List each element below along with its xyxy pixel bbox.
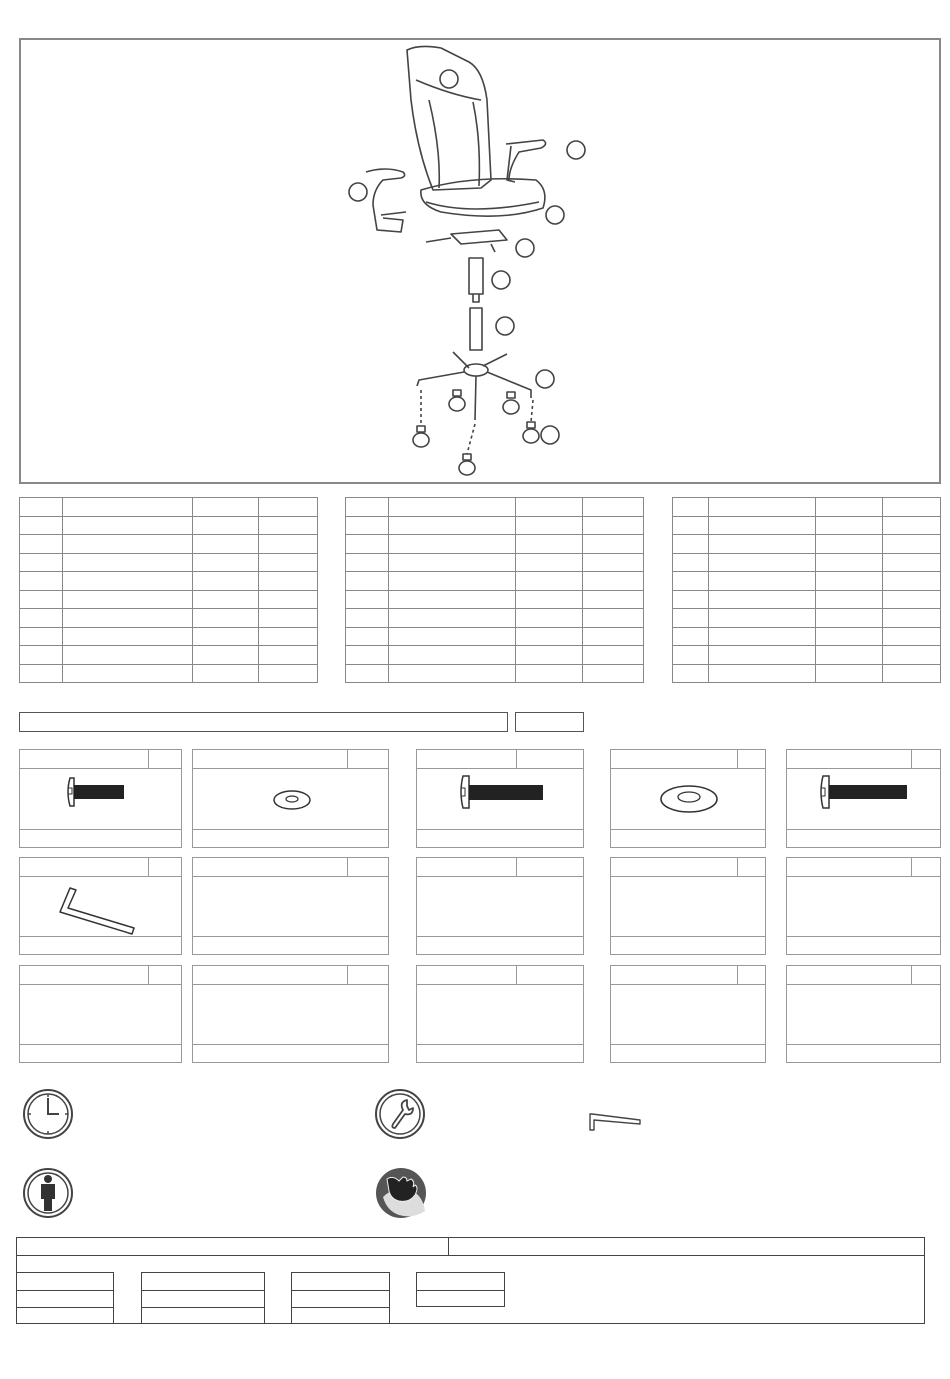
hardware-quantity-box <box>347 750 388 768</box>
bottom-info-row-line <box>142 1290 264 1291</box>
parts-table-cell <box>516 535 583 554</box>
parts-table-cell <box>259 535 318 554</box>
parts-table-row <box>673 627 941 646</box>
parts-table-cell <box>346 590 389 609</box>
parts-table-cell <box>816 664 883 683</box>
hardware-quantity-box <box>516 966 583 984</box>
hardware-cell-footer <box>417 1044 583 1062</box>
hardware-quantity-box <box>911 750 940 768</box>
parts-table-cell <box>346 535 389 554</box>
parts-table-cell <box>346 646 389 665</box>
bottom-info-block-4 <box>416 1272 505 1307</box>
parts-table-cell <box>673 627 709 646</box>
parts-table-cell <box>708 535 816 554</box>
parts-table-cell <box>673 572 709 591</box>
parts-table-row <box>673 664 941 683</box>
parts-table-cell <box>259 627 318 646</box>
parts-table-cell <box>388 516 516 535</box>
hardware-quantity-box <box>516 858 583 876</box>
parts-table-cell <box>259 590 318 609</box>
wrench-icon <box>373 1088 429 1140</box>
parts-table-cell <box>193 609 259 628</box>
hardware-section-code <box>515 712 584 732</box>
hardware-quantity-box <box>737 966 765 984</box>
parts-table-cell <box>583 590 644 609</box>
hardware-cell-footer <box>417 936 583 954</box>
hardware-quantity-box <box>148 750 181 768</box>
hardware-cell-footer <box>20 936 181 954</box>
parts-table-cell <box>673 516 709 535</box>
parts-table-cell <box>20 516 63 535</box>
parts-table-cell <box>346 572 389 591</box>
parts-table-cell <box>62 609 193 628</box>
bottom-info-row-line <box>292 1307 389 1308</box>
parts-table-cell <box>673 646 709 665</box>
parts-table-cell <box>673 498 709 517</box>
parts-table-row <box>346 646 644 665</box>
parts-table-3 <box>672 497 941 683</box>
hardware-cell-14 <box>610 965 766 1063</box>
hardware-quantity-box <box>737 858 765 876</box>
parts-table-cell <box>708 553 816 572</box>
parts-table-1 <box>19 497 318 683</box>
parts-table-2 <box>345 497 644 683</box>
parts-table-row <box>673 646 941 665</box>
parts-table-cell <box>20 590 63 609</box>
parts-table-cell <box>193 590 259 609</box>
parts-table-cell <box>673 590 709 609</box>
hardware-quantity-box <box>148 858 181 876</box>
parts-table-cell <box>346 609 389 628</box>
hardware-cell-header <box>611 858 765 877</box>
hardware-cell-9 <box>610 857 766 955</box>
washer-icon <box>270 788 314 812</box>
parts-table-row <box>346 553 644 572</box>
bottom-info-header <box>17 1238 924 1256</box>
parts-table-cell <box>388 627 516 646</box>
parts-table-cell <box>583 609 644 628</box>
hardware-cell-header <box>787 858 940 877</box>
parts-table-cell <box>193 664 259 683</box>
parts-table-cell <box>708 609 816 628</box>
parts-table-cell <box>883 553 941 572</box>
hardware-quantity-box <box>911 966 940 984</box>
parts-table-cell <box>388 498 516 517</box>
parts-table-cell <box>516 590 583 609</box>
parts-table-cell <box>62 535 193 554</box>
parts-table-cell <box>708 627 816 646</box>
parts-table-cell <box>193 646 259 665</box>
parts-table-cell <box>673 535 709 554</box>
parts-table-cell <box>708 572 816 591</box>
parts-table-row <box>20 590 318 609</box>
parts-table-cell <box>259 516 318 535</box>
parts-table-cell <box>20 498 63 517</box>
parts-table-cell <box>193 627 259 646</box>
bottom-info-row-line <box>17 1307 113 1308</box>
parts-table-row <box>346 627 644 646</box>
parts-table-cell <box>583 646 644 665</box>
hardware-quantity-box <box>148 966 181 984</box>
hardware-cell-15 <box>786 965 941 1063</box>
bottom-info-divider <box>448 1238 449 1255</box>
parts-table-cell <box>346 498 389 517</box>
parts-table-row <box>346 516 644 535</box>
hardware-quantity-box <box>347 858 388 876</box>
parts-table-cell <box>259 646 318 665</box>
hardware-cell-footer <box>787 829 940 847</box>
parts-table-cell <box>583 664 644 683</box>
hand-icon <box>373 1167 429 1219</box>
bottom-info-block-3 <box>291 1272 390 1324</box>
hardware-cell-header <box>193 858 388 877</box>
parts-table-cell <box>516 609 583 628</box>
parts-table-cell <box>583 627 644 646</box>
parts-table-cell <box>259 572 318 591</box>
parts-table-cell <box>883 535 941 554</box>
hardware-cell-footer <box>611 936 765 954</box>
parts-table-row <box>20 535 318 554</box>
parts-table-row <box>673 516 941 535</box>
parts-table-cell <box>259 498 318 517</box>
parts-table-cell <box>883 590 941 609</box>
bottom-info-row-line <box>142 1307 264 1308</box>
hardware-section-heading <box>19 712 508 732</box>
parts-table-row <box>673 535 941 554</box>
parts-table-cell <box>20 535 63 554</box>
parts-table-cell <box>259 664 318 683</box>
parts-table-cell <box>583 572 644 591</box>
hardware-quantity-box <box>347 966 388 984</box>
parts-table-cell <box>708 664 816 683</box>
parts-table-row <box>346 572 644 591</box>
parts-table-row <box>346 609 644 628</box>
bottom-info-block-2 <box>141 1272 265 1324</box>
office-chair-exploded-diagram <box>21 40 939 482</box>
parts-table-cell <box>516 646 583 665</box>
parts-table-cell <box>259 553 318 572</box>
hardware-quantity-box <box>737 750 765 768</box>
parts-table-cell <box>20 572 63 591</box>
parts-table-cell <box>708 498 816 517</box>
hardware-cell-2 <box>192 749 389 848</box>
parts-table-cell <box>388 646 516 665</box>
parts-table-row <box>20 627 318 646</box>
hardware-cell-10 <box>786 857 941 955</box>
parts-table-cell <box>583 535 644 554</box>
hardware-cell-12 <box>192 965 389 1063</box>
parts-table-cell <box>816 646 883 665</box>
hardware-cell-header <box>787 750 940 769</box>
parts-table-cell <box>816 590 883 609</box>
hardware-cell-header <box>611 750 765 769</box>
parts-table-cell <box>516 572 583 591</box>
hardware-cell-footer <box>20 1044 181 1062</box>
parts-table-row <box>673 590 941 609</box>
assembly-diagram-frame <box>19 38 941 484</box>
parts-table-cell <box>193 516 259 535</box>
hardware-cell-header <box>20 858 181 877</box>
parts-table-cell <box>62 498 193 517</box>
hardware-cell-13 <box>416 965 584 1063</box>
parts-table-cell <box>708 516 816 535</box>
parts-table-body <box>673 498 941 683</box>
parts-table-cell <box>583 516 644 535</box>
hardware-cell-header <box>417 750 583 769</box>
parts-table-cell <box>193 553 259 572</box>
parts-table-body <box>20 498 318 683</box>
parts-table-cell <box>62 646 193 665</box>
parts-table-cell <box>193 572 259 591</box>
parts-table-row <box>346 590 644 609</box>
parts-table-row <box>20 609 318 628</box>
parts-table-cell <box>259 609 318 628</box>
parts-table-cell <box>388 553 516 572</box>
hardware-cell-header <box>20 750 181 769</box>
parts-table-cell <box>816 627 883 646</box>
parts-table-cell <box>883 646 941 665</box>
hardware-cell-header <box>193 966 388 985</box>
parts-table-cell <box>62 516 193 535</box>
parts-table-cell <box>516 627 583 646</box>
parts-table-cell <box>816 535 883 554</box>
parts-table-row <box>20 646 318 665</box>
parts-table-row <box>673 609 941 628</box>
hardware-cell-11 <box>19 965 182 1063</box>
parts-table-row <box>20 498 318 517</box>
parts-table-cell <box>346 553 389 572</box>
parts-table-cell <box>193 535 259 554</box>
hardware-cell-footer <box>193 936 388 954</box>
parts-table-cell <box>20 609 63 628</box>
parts-table-cell <box>883 664 941 683</box>
parts-table-cell <box>816 516 883 535</box>
screw-icon <box>64 774 134 810</box>
hardware-cell-header <box>611 966 765 985</box>
screw-icon <box>817 772 911 812</box>
hardware-cell-footer <box>20 829 181 847</box>
parts-table-cell <box>20 646 63 665</box>
hardware-cell-5 <box>786 749 941 848</box>
parts-table-cell <box>388 535 516 554</box>
hardware-cell-footer <box>787 1044 940 1062</box>
parts-table-cell <box>346 627 389 646</box>
person-icon <box>21 1167 77 1219</box>
hardware-quantity-box <box>516 750 583 768</box>
hardware-cell-header <box>193 750 388 769</box>
parts-table-cell <box>516 664 583 683</box>
parts-table-cell <box>673 664 709 683</box>
bottom-info-table <box>16 1237 925 1324</box>
parts-table-row <box>346 664 644 683</box>
parts-table-cell <box>388 572 516 591</box>
parts-table-row <box>346 535 644 554</box>
bottom-info-row-line <box>292 1290 389 1291</box>
parts-table-cell <box>816 609 883 628</box>
screw-icon <box>457 772 549 812</box>
parts-table-cell <box>388 590 516 609</box>
bottom-info-block-1 <box>16 1272 114 1324</box>
parts-table-cell <box>516 498 583 517</box>
parts-table-cell <box>708 646 816 665</box>
hardware-quantity-box <box>911 858 940 876</box>
parts-table-cell <box>883 498 941 517</box>
parts-table-cell <box>388 609 516 628</box>
parts-table-row <box>673 498 941 517</box>
hardware-cell-header <box>417 966 583 985</box>
hardware-cell-footer <box>417 829 583 847</box>
hardware-cell-footer <box>611 829 765 847</box>
parts-table-cell <box>816 572 883 591</box>
parts-table-cell <box>20 627 63 646</box>
parts-table-cell <box>193 498 259 517</box>
parts-table-cell <box>346 516 389 535</box>
parts-table-cell <box>583 498 644 517</box>
parts-table-row <box>20 572 318 591</box>
hardware-cell-footer <box>787 936 940 954</box>
hardware-cell-3 <box>416 749 584 848</box>
parts-table-cell <box>388 664 516 683</box>
clock-icon <box>21 1088 77 1140</box>
parts-table-cell <box>673 553 709 572</box>
hardware-cell-footer <box>193 1044 388 1062</box>
hardware-cell-7 <box>192 857 389 955</box>
parts-table-body <box>346 498 644 683</box>
parts-table-cell <box>62 627 193 646</box>
allen-key-icon <box>56 880 146 940</box>
parts-table-cell <box>62 590 193 609</box>
parts-table-row <box>20 664 318 683</box>
parts-table-row <box>346 498 644 517</box>
parts-table-cell <box>883 627 941 646</box>
parts-table-cell <box>62 664 193 683</box>
parts-table-row <box>20 553 318 572</box>
bottom-info-row-line <box>417 1290 504 1291</box>
parts-table-cell <box>883 609 941 628</box>
hardware-cell-header <box>787 966 940 985</box>
parts-table-cell <box>816 498 883 517</box>
parts-table-cell <box>516 516 583 535</box>
parts-table-row <box>673 553 941 572</box>
hardware-cell-header <box>20 966 181 985</box>
allen-key-icon <box>588 1112 644 1134</box>
hardware-cell-6 <box>19 857 182 955</box>
hardware-cell-header <box>417 858 583 877</box>
parts-table-cell <box>516 553 583 572</box>
parts-table-cell <box>883 516 941 535</box>
parts-table-cell <box>62 553 193 572</box>
parts-table-cell <box>816 553 883 572</box>
parts-table-row <box>673 572 941 591</box>
hardware-cell-footer <box>193 829 388 847</box>
parts-table-cell <box>883 572 941 591</box>
parts-table-cell <box>708 590 816 609</box>
parts-table-cell <box>583 553 644 572</box>
washer-icon <box>657 782 721 816</box>
parts-table-cell <box>20 664 63 683</box>
hardware-cell-1 <box>19 749 182 848</box>
hardware-cell-4 <box>610 749 766 848</box>
hardware-cell-footer <box>611 1044 765 1062</box>
hardware-cell-8 <box>416 857 584 955</box>
parts-table-cell <box>20 553 63 572</box>
parts-table-row <box>20 516 318 535</box>
parts-table-cell <box>62 572 193 591</box>
parts-table-cell <box>346 664 389 683</box>
bottom-info-row-line <box>17 1290 113 1291</box>
parts-table-cell <box>673 609 709 628</box>
